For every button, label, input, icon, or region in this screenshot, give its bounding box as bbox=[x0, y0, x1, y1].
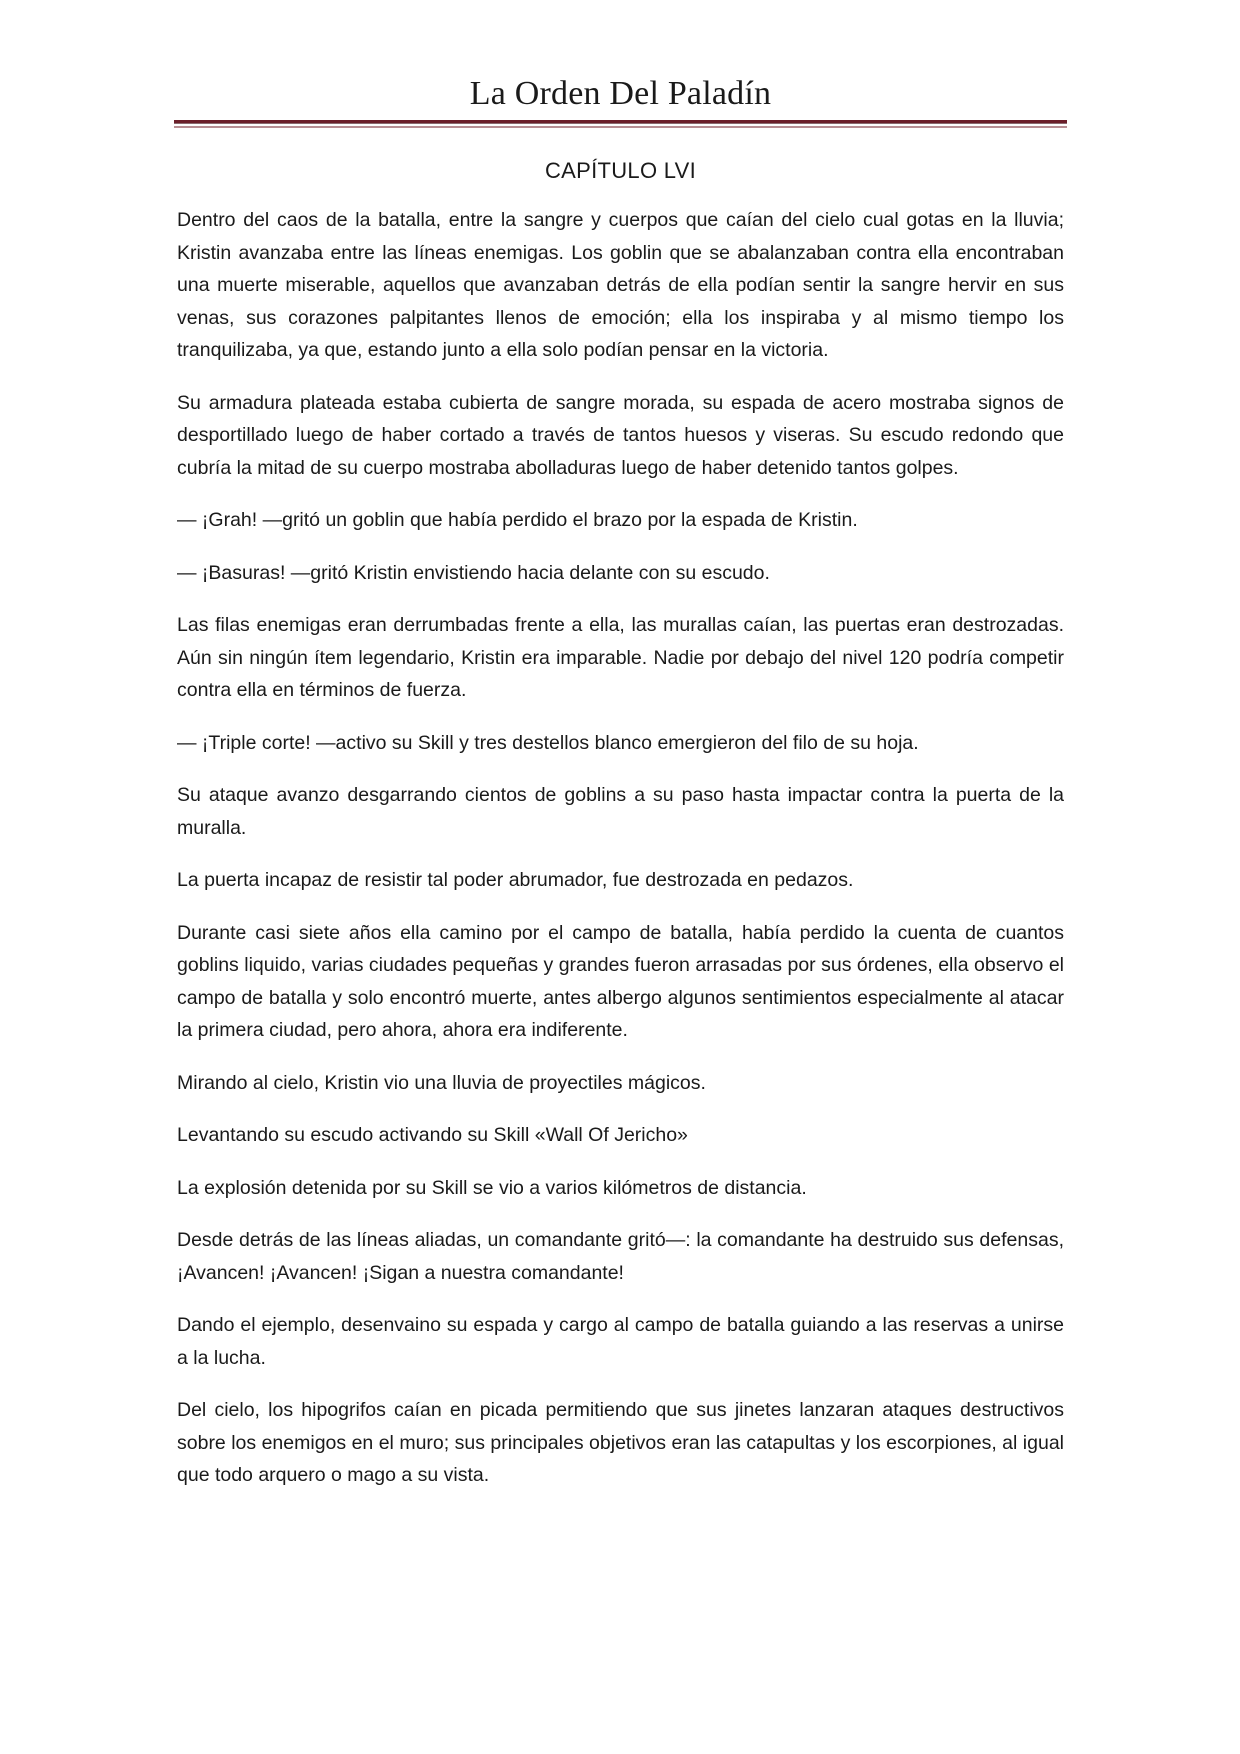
paragraph: Dentro del caos de la batalla, entre la sangre y cuerpos que caían del cielo cual gotas en la lluvia; Kristin avanzaba entre las líneas enemigas. Los goblin que se abalanzaban contra ella encontraban una muerte miserable, aquellos que avanzaban detrás de ella podían sentir la sangre hervir en sus venas, sus corazones palpitantes llenos de emoción; ella los inspiraba y al mismo tiempo los tranquilizaba, ya que, estando junto a ella solo podían pensar en la victoria. bbox=[177, 209, 1064, 361]
book-title: La Orden Del Paladín bbox=[469, 75, 772, 112]
paragraph: Mirando al cielo, Kristin vio una lluvia de proyectiles mágicos. bbox=[177, 1071, 706, 1094]
paragraph: Su ataque avanzo desgarrando cientos de goblins a su paso hasta impactar contra la puerta de la muralla. bbox=[177, 784, 1064, 839]
page-header bbox=[174, 72, 1067, 128]
paragraph: Levantando su escudo activando su Skill «Wall Of Jericho» bbox=[177, 1124, 688, 1146]
paragraph: Las filas enemigas eran derrumbadas frente a ella, las murallas caían, las puertas eran destrozadas. Aún sin ningún ítem legendario, Kristin era imparable. Nadie por debajo del nivel 120 podría competir contra ella en términos de fuerza. bbox=[177, 614, 1064, 701]
paragraph: Dando el ejemplo, desenvaino su espada y cargo al campo de batalla guiando a las reservas a unirse a la lucha. bbox=[177, 1314, 1064, 1369]
paragraph: Durante casi siete años ella camino por el campo de batalla, había perdido la cuenta de cuantos goblins liquido, varias ciudades pequeñas y grandes fueron arrasadas por sus órdenes, ella observo el campo de batalla y solo encontró muerte, antes albergo algunos sentimientos especialmente al atacar la primera ciudad, pero ahora, ahora era indiferente. bbox=[177, 921, 1064, 1041]
paragraph: La explosión detenida por su Skill se vio a varios kilómetros de distancia. bbox=[177, 1176, 807, 1199]
paragraph: Su armadura plateada estaba cubierta de sangre morada, su espada de acero mostraba signos de desportillado luego de haber cortado a través de tantos huesos y viseras. Su escudo redondo que cubría la mitad de su cuerpo mostraba abolladuras luego de haber detenido tantos golpes. bbox=[177, 391, 1064, 479]
header-rule bbox=[174, 120, 1067, 124]
paragraph: La puerta incapaz de resistir tal poder abrumador, fue destrozada en pedazos. bbox=[177, 869, 854, 891]
chapter-title: CAPÍTULO LVI bbox=[544, 158, 697, 183]
paragraph: — ¡Triple corte! —activo su Skill y tres destellos blanco emergieron del filo de su hoja. bbox=[177, 731, 919, 754]
paragraph: Desde detrás de las líneas aliadas, un comandante gritó—: la comandante ha destruido sus defensas, ¡Avancen! ¡Avancen! ¡Sigan a nuestra comandante! bbox=[177, 1229, 1064, 1284]
page-body bbox=[177, 156, 1064, 1512]
paragraph: — ¡Basuras! —gritó Kristin envistiendo hacia delante con su escudo. bbox=[177, 561, 770, 584]
header-rule-thin bbox=[174, 126, 1067, 128]
paragraph: Del cielo, los hipogrifos caían en picada permitiendo que sus jinetes lanzaran ataques destructivos sobre los enemigos en el muro; sus principales objetivos eran las catapultas y los escorpiones, al igual que todo arquero o mago a su vista. bbox=[177, 1399, 1064, 1486]
paragraph: — ¡Grah! —gritó un goblin que había perdido el brazo por la espada de Kristin. bbox=[177, 509, 858, 531]
